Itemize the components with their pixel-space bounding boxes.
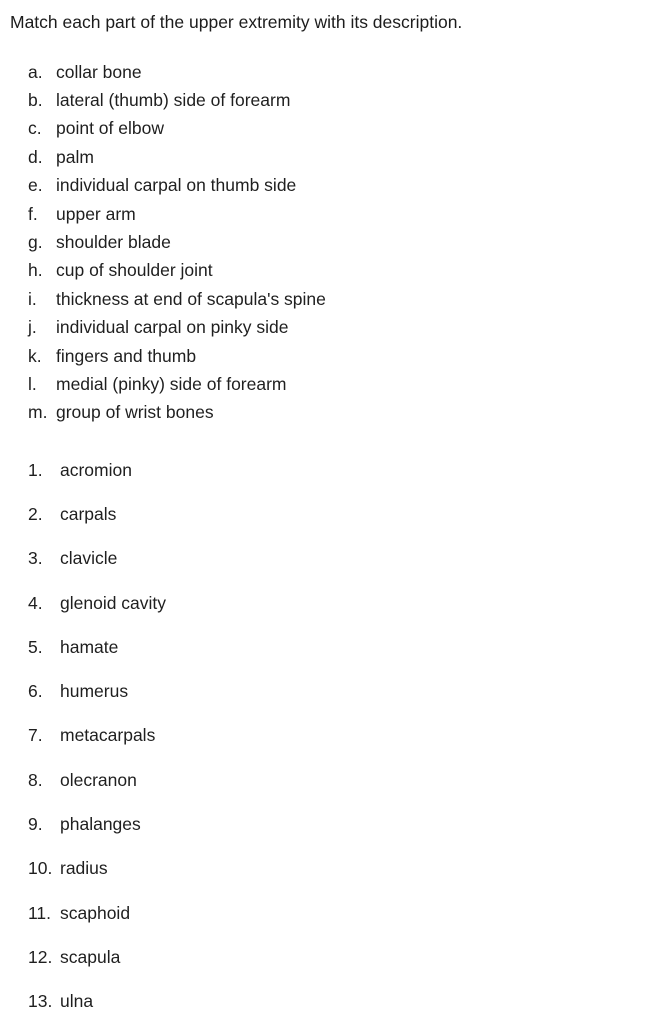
term-text: humerus [60, 681, 129, 702]
description-item [28, 228, 326, 256]
term-item [28, 714, 166, 758]
term-text: scapula [60, 946, 121, 967]
description-item [28, 172, 326, 200]
description-text: upper arm [56, 203, 136, 224]
description-text: cup of shoulder joint [56, 260, 213, 281]
term-number: 6. [28, 681, 43, 702]
description-item [28, 399, 326, 427]
description-item [28, 58, 326, 86]
term-text: radius [60, 858, 108, 879]
term-number: 8. [28, 769, 43, 790]
term-number: 13. [28, 991, 53, 1012]
description-text: point of elbow [56, 118, 164, 139]
term-item [28, 537, 166, 581]
description-letter: g. [28, 232, 43, 253]
description-text: group of wrist bones [56, 402, 214, 423]
term-text: ulna [60, 991, 94, 1012]
description-letter: f. [28, 203, 38, 224]
term-number: 4. [28, 592, 43, 613]
term-number: 12. [28, 946, 53, 967]
term-number: 3. [28, 548, 43, 569]
description-item [28, 314, 326, 342]
description-text: medial (pinky) side of forearm [56, 373, 287, 394]
description-item [28, 257, 326, 285]
description-item [28, 115, 326, 143]
description-letter: l. [28, 373, 37, 394]
description-letter: c. [28, 118, 42, 139]
description-text: thickness at end of scapula's spine [56, 288, 326, 309]
term-number: 5. [28, 636, 43, 657]
term-text: acromion [60, 459, 132, 480]
description-text: fingers and thumb [56, 345, 197, 366]
description-letter: d. [28, 146, 43, 167]
term-item [28, 980, 166, 1024]
description-letter: i. [28, 288, 37, 309]
description-item [28, 370, 326, 398]
term-text: metacarpals [60, 725, 156, 746]
term-item [28, 625, 166, 669]
term-item [28, 448, 166, 492]
term-number: 2. [28, 503, 43, 524]
term-text: hamate [60, 636, 119, 657]
term-item [28, 802, 166, 846]
term-text: scaphoid [60, 902, 131, 923]
question-prompt: Match each part of the upper extremity with its description. [10, 12, 463, 32]
description-text: palm [56, 146, 94, 167]
term-list [28, 448, 166, 1024]
description-text: collar bone [56, 61, 142, 82]
description-letter: k. [28, 345, 42, 366]
description-item [28, 285, 326, 313]
description-item [28, 143, 326, 171]
term-text: carpals [60, 503, 117, 524]
description-text: individual carpal on pinky side [56, 317, 289, 338]
term-item [28, 581, 166, 625]
description-item [28, 200, 326, 228]
description-letter: a. [28, 61, 43, 82]
term-item [28, 847, 166, 891]
term-item [28, 758, 166, 802]
description-item [28, 86, 326, 114]
term-text: clavicle [60, 548, 118, 569]
term-text: phalanges [60, 814, 141, 835]
term-number: 1. [28, 459, 43, 480]
term-item [28, 935, 166, 979]
term-number: 11. [28, 902, 52, 923]
description-letter: e. [28, 175, 43, 196]
term-text: olecranon [60, 769, 137, 790]
description-letter: m. [28, 402, 48, 423]
term-number: 10. [28, 858, 53, 879]
term-item [28, 669, 166, 713]
description-text: lateral (thumb) side of forearm [56, 90, 291, 111]
description-letter: j. [28, 317, 37, 338]
description-list [28, 58, 326, 427]
term-number: 7. [28, 725, 43, 746]
description-letter: h. [28, 260, 43, 281]
term-text: glenoid cavity [60, 592, 167, 613]
description-text: shoulder blade [56, 232, 171, 253]
term-item [28, 891, 166, 935]
term-number: 9. [28, 814, 43, 835]
description-letter: b. [28, 90, 43, 111]
description-item [28, 342, 326, 370]
term-item [28, 492, 166, 536]
description-text: individual carpal on thumb side [56, 175, 297, 196]
